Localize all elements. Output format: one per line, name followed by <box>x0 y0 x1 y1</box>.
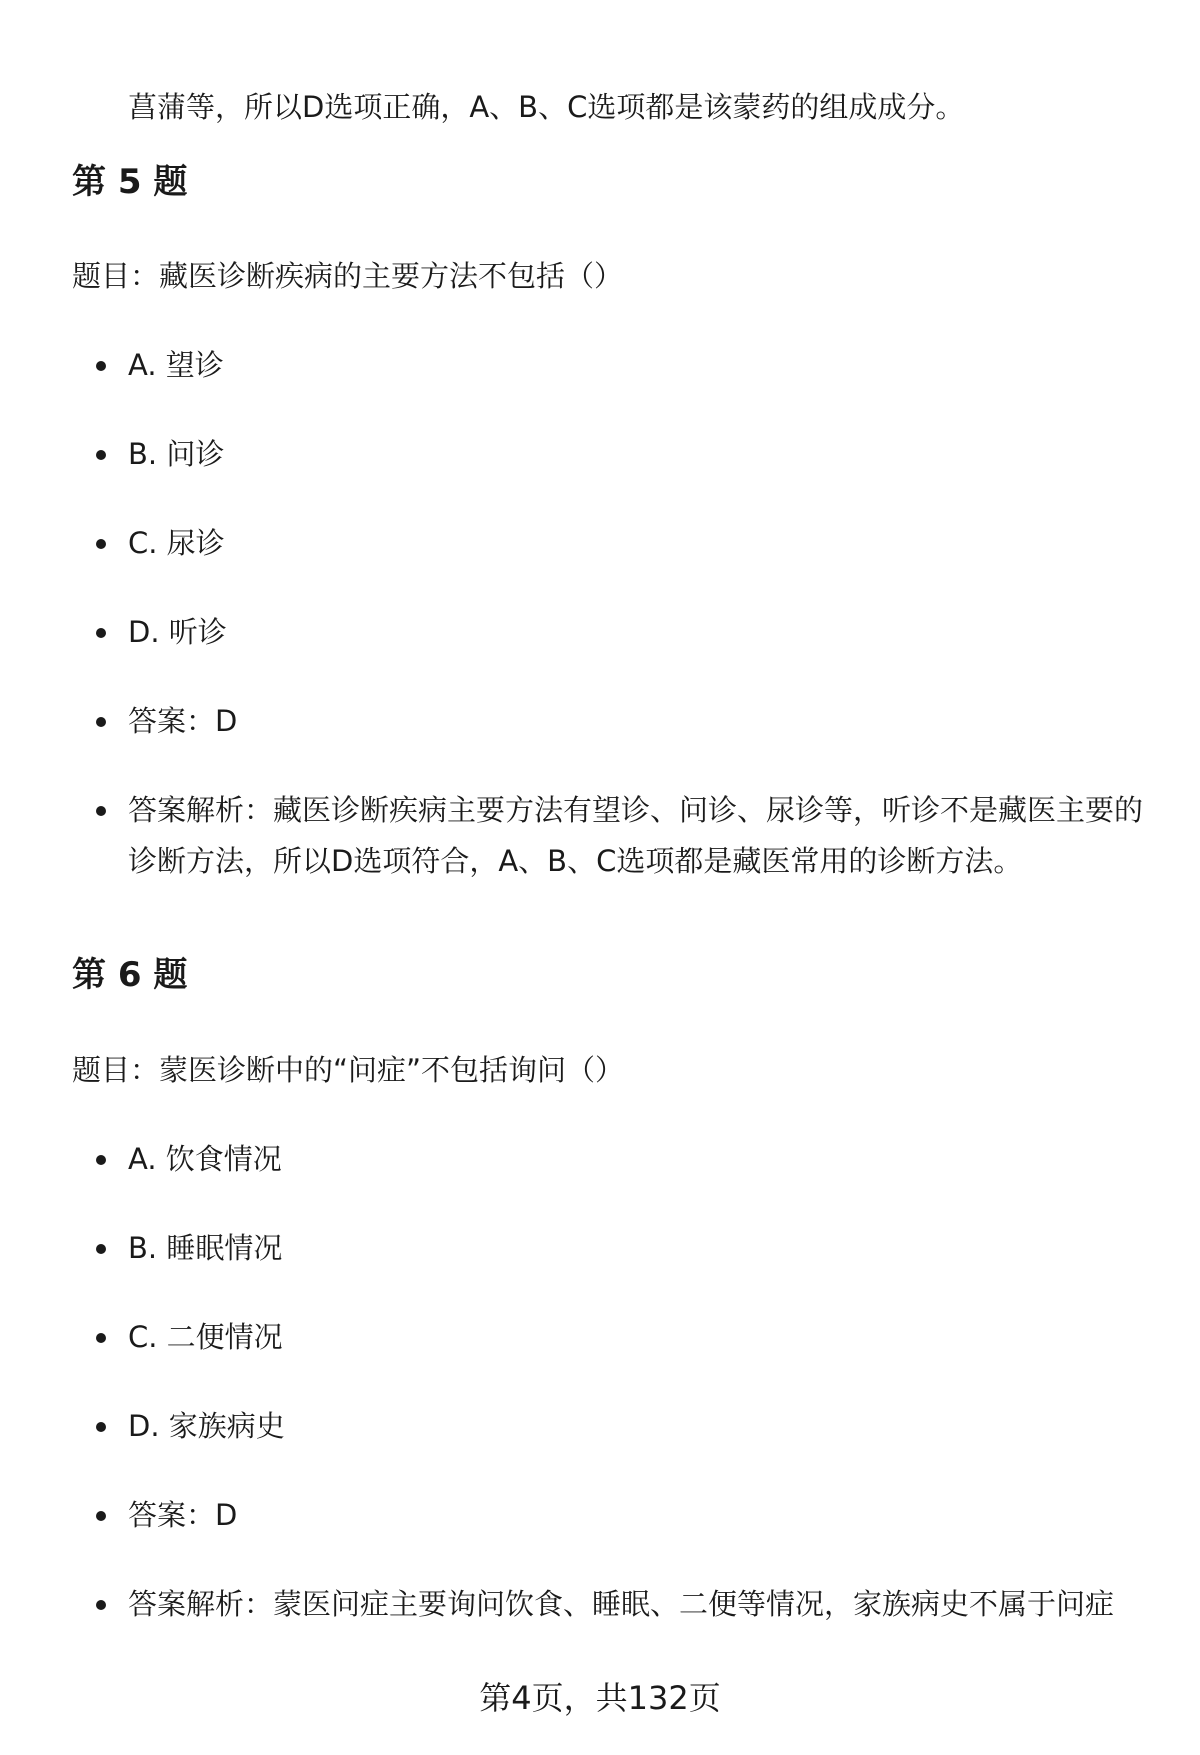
bullet-icon <box>96 806 106 816</box>
previous-analysis-continuation: 菖蒲等，所以D选项正确，A、B、C选项都是该蒙药的组成成分。 <box>128 90 965 124</box>
bullet-icon <box>96 1422 106 1432</box>
question-6-stem: 题目：蒙医诊断中的“问症”不包括询问（） <box>72 1053 625 1087</box>
question-5-option-d: D. 听诊 <box>96 607 1146 658</box>
question-5-option-a: A. 望诊 <box>96 340 1146 391</box>
question-6-option-b: B. 睡眠情况 <box>96 1223 1146 1274</box>
page-number-footer: 第4页，共132页 <box>479 1679 721 1717</box>
bullet-icon <box>96 1244 106 1254</box>
question-5-stem: 题目：藏医诊断疾病的主要方法不包括（） <box>72 259 624 293</box>
question-6-analysis: 答案解析：蒙医问症主要询问饮食、睡眠、二便等情况，家族病史不属于问症 <box>96 1579 1146 1630</box>
bullet-icon <box>96 539 106 549</box>
question-5-answer: 答案：D <box>96 696 1146 747</box>
bullet-icon <box>96 1333 106 1343</box>
bullet-icon <box>96 1511 106 1521</box>
bullet-icon <box>96 361 106 371</box>
question-5-heading: 第 5 题 <box>72 162 188 202</box>
question-6-option-d: D. 家族病史 <box>96 1401 1146 1452</box>
question-6-option-a: A. 饮食情况 <box>96 1134 1146 1185</box>
question-5-option-c: C. 尿诊 <box>96 518 1146 569</box>
bullet-icon <box>96 717 106 727</box>
bullet-icon <box>96 628 106 638</box>
bullet-icon <box>96 1155 106 1165</box>
question-6-heading: 第 6 题 <box>72 955 188 995</box>
question-6-option-c: C. 二便情况 <box>96 1312 1146 1363</box>
question-5-analysis: 答案解析：藏医诊断疾病主要方法有望诊、问诊、尿诊等，听诊不是藏医主要的诊断方法，所以D选项符合，A、B、C选项都是藏医常用的诊断方法。 <box>96 785 1146 887</box>
bullet-icon <box>96 1600 106 1610</box>
bullet-icon <box>96 450 106 460</box>
question-5-option-b: B. 问诊 <box>96 429 1146 480</box>
question-6-answer: 答案：D <box>96 1490 1146 1541</box>
